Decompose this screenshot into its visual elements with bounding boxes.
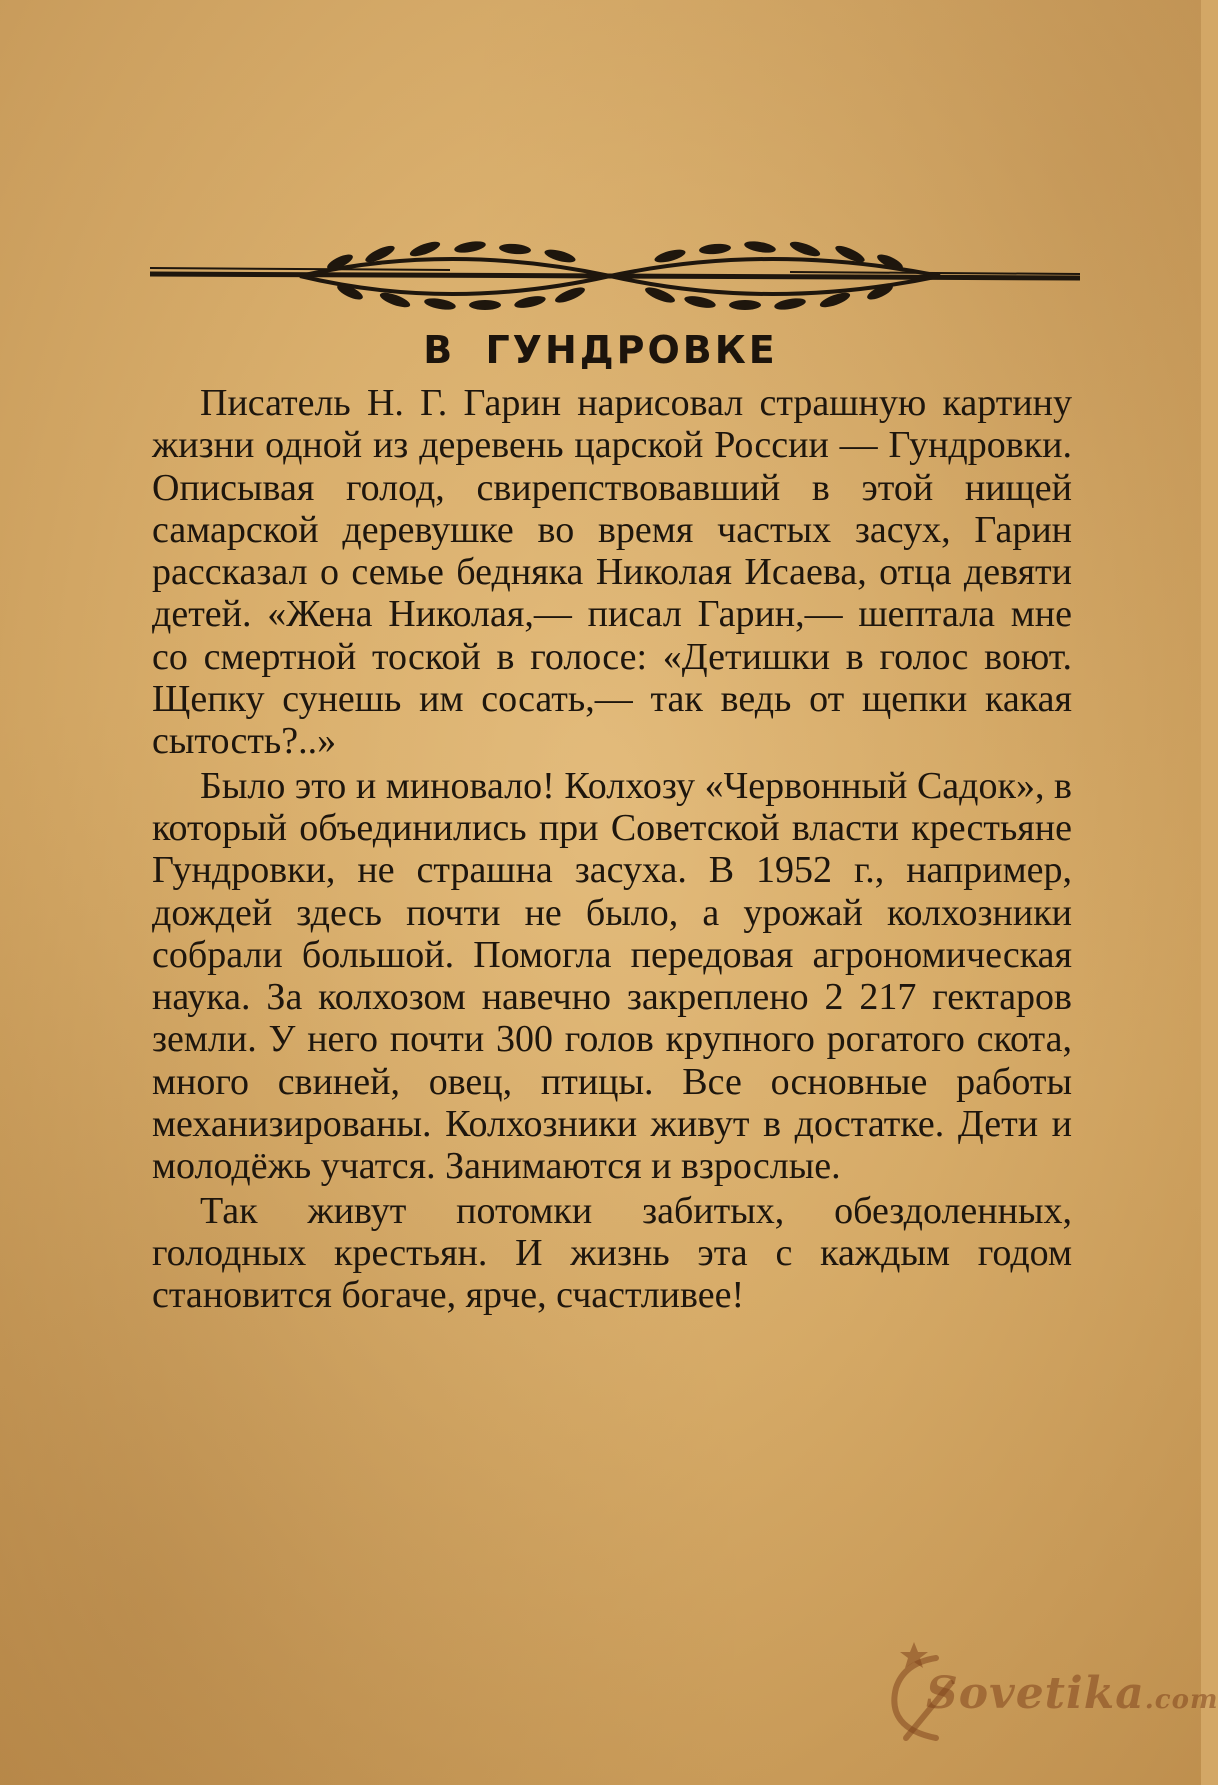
paragraph-2: Было это и миновало! Колхозу «Червонный Садок», в который объединились при Советской власти крестьяне Гундровки, не страшна засуха. В 1952 г., например, дождей здесь почти не было, а урожай колхозники собрали большой. Помогла передовая агрономическая наука. За колхозом навечно закреплено 2 217 гектаров земли. У него почти 300 голов крупного рогатого скота, много свиней, овец, птицы. Все основные работы механизированы. Колхозники живут в достатке. Дети и молодёжь учатся. Занимаются и взрослые. bbox=[152, 764, 1072, 1188]
paragraph-3: Так живут потомки забитых, обездоленных, голодных крестьян. И жизнь эта с каждым годом становится богаче, ярче, счастливее! bbox=[152, 1189, 1072, 1317]
paragraph-1: Писатель Н. Г. Гарин нарисовал страшную картину жизни одной из деревень царской России — Гундровки. Описывая голод, свирепствовавший в этой нищей самарской деревушке во время частых засух, Гарин рассказал о семье бедняка Николая Исаева, отца девяти детей. «Жена Николая,— писал Гарин,— шептала мне со смертной тоской в голосе: «Детишки в голос воют. Щепку сунешь им сосать,— так ведь от щепки какая сытость?..» bbox=[152, 382, 1072, 763]
wheat-branch-ornament-icon bbox=[150, 232, 1080, 322]
watermark-suffix: .com bbox=[1144, 1685, 1218, 1715]
article-title: В ГУНДРОВКЕ bbox=[423, 328, 778, 372]
sovetika-watermark bbox=[866, 1628, 1218, 1758]
article-body bbox=[152, 382, 1072, 1317]
watermark-brand: Sovetika bbox=[926, 1668, 1145, 1719]
